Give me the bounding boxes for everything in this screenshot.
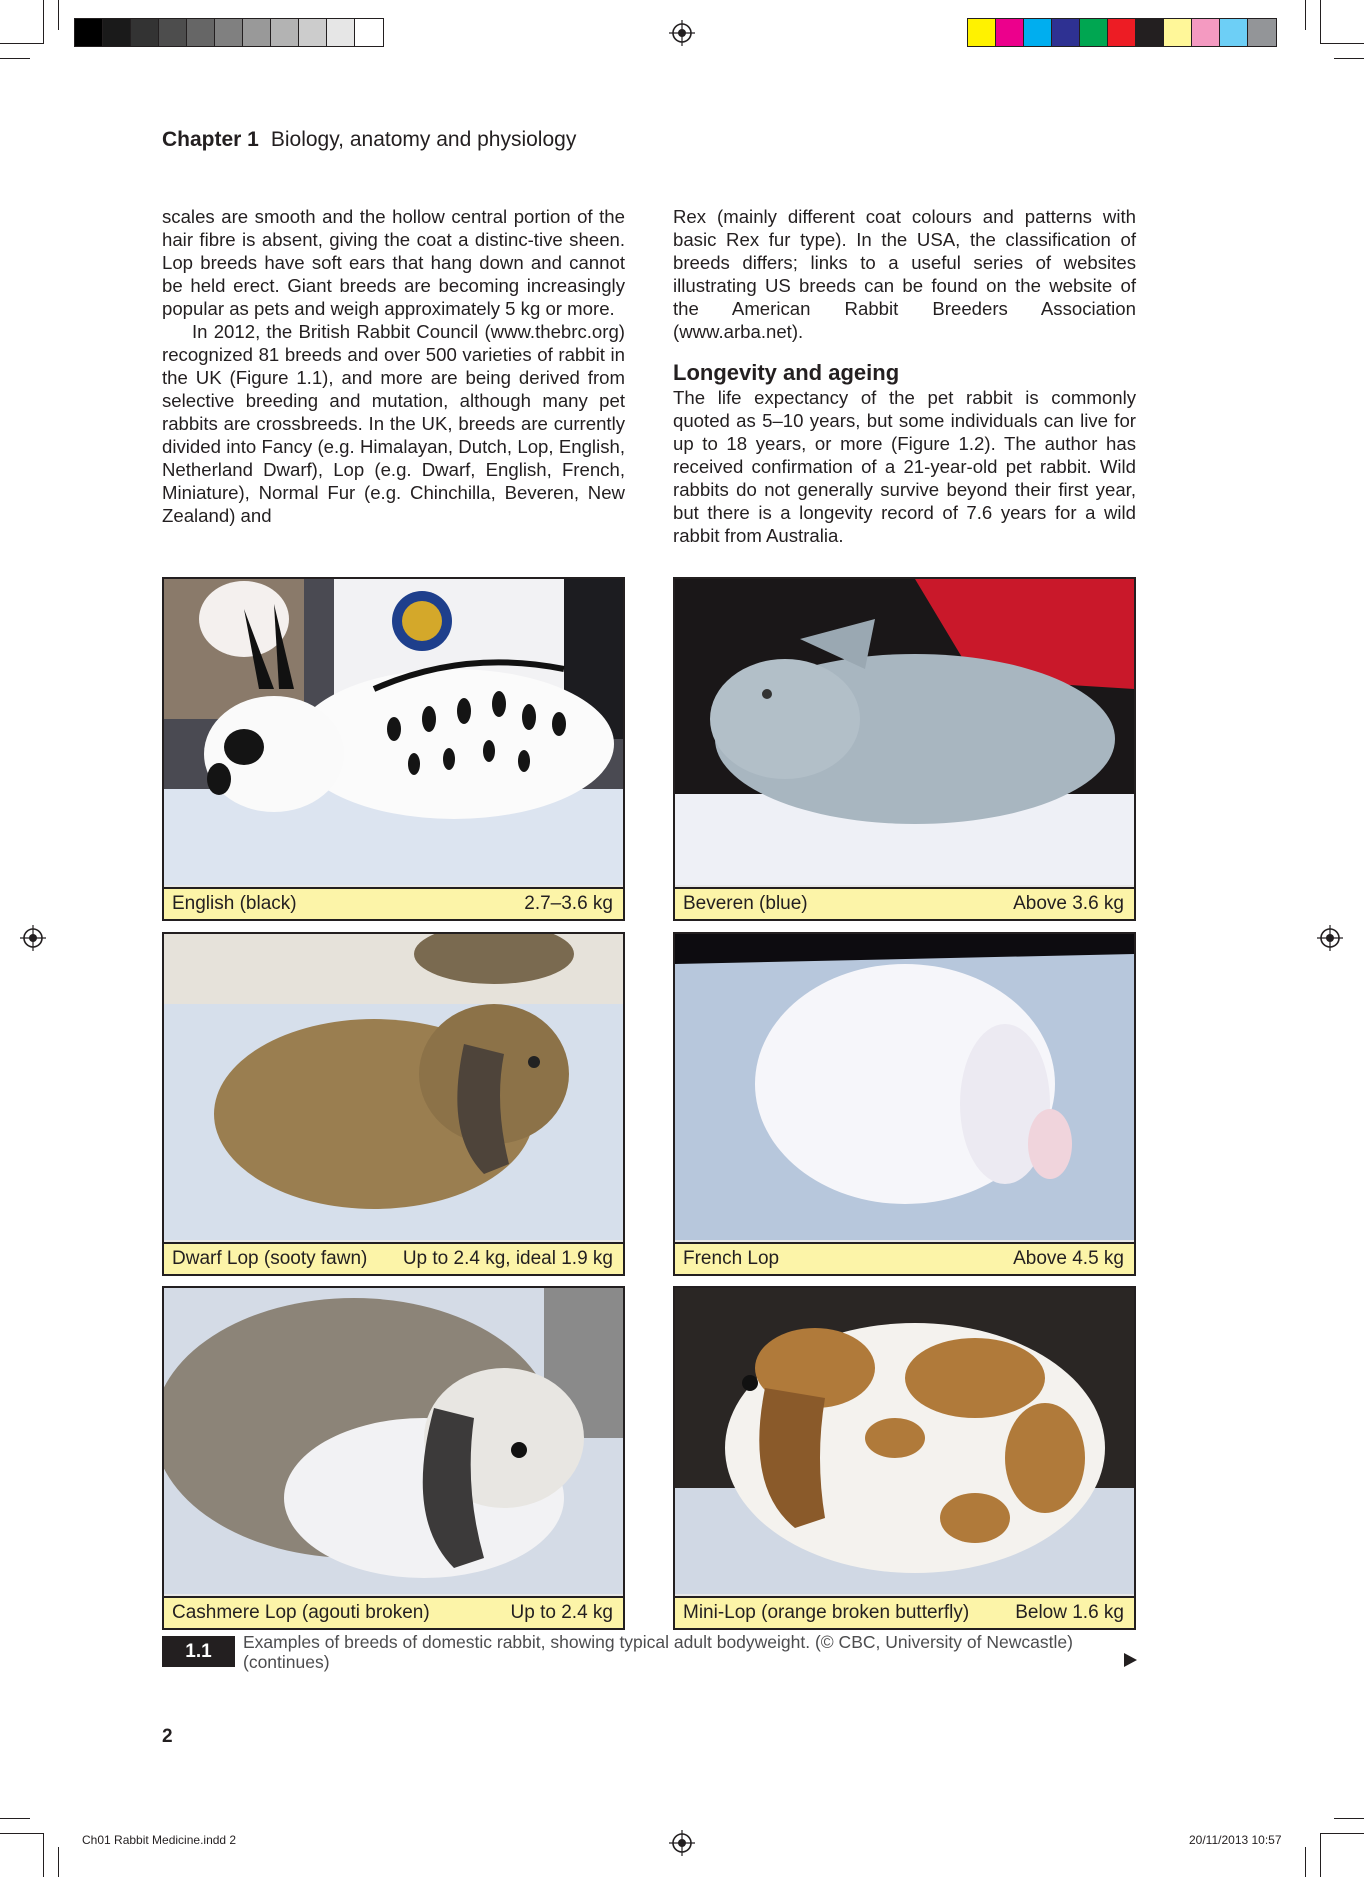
breed-name: French Lop (683, 1248, 780, 1269)
section-heading: Longevity and ageing (673, 360, 900, 385)
gray-swatch (159, 19, 187, 46)
colour-swatch (968, 19, 996, 46)
tile-caption (675, 887, 1134, 919)
body-paragraph: scales are smooth and the hollow central portion of the hair fibre is absent, giving the coat a distinc-tive sheen. Lop breeds have soft ears that hang down and cannot be held erect. Giant breeds are becoming increasingly popular as pets and weigh approximately 5 kg or more. (162, 206, 625, 319)
colour-swatch (1080, 19, 1108, 46)
gray-swatch (103, 19, 131, 46)
grayscale-colour-bar (74, 18, 384, 47)
left-column (162, 205, 625, 527)
breed-weight: Below 1.6 kg (1015, 1602, 1124, 1623)
colour-swatch (1024, 19, 1052, 46)
colour-swatch (1164, 19, 1192, 46)
body-paragraph: The life expectancy of the pet rabbit is commonly quoted as 5–10 years, but some individuals can live for up to 18 years, or more (Figure 1.2). The author has received confirmation of a 21-year-old pet rabbit. Wild rabbits do not generally survive beyond their first year, but there is a longevity record of 7.6 years for a wild rabbit from Australia. (673, 387, 1136, 546)
slug-filename: Ch01 Rabbit Medicine.indd 2 (82, 1833, 237, 1847)
figure-tile-english (162, 577, 625, 921)
tile-caption (164, 887, 623, 919)
colour-swatch (1248, 19, 1276, 46)
rabbit-photo (164, 934, 623, 1240)
figure-tile-dwarf-lop (162, 932, 625, 1276)
figure-tile-french-lop (673, 932, 1136, 1276)
body-paragraph: In 2012, the British Rabbit Council (www.thebrc.org) recognized 81 breeds and over 500 varieties of rabbit in the UK (Figure 1.1), and more are being derived from selective breeding and mutation, although many pet rabbits are crossbreeds. In the UK, breeds are currently divided into Fancy (e.g. Himalayan, Dutch, Lop, English, Netherland Dwarf), Lop (e.g. Dwarf, English, French, Miniature), Normal Fur (e.g. Chinchilla, Beveren, New Zealand) and (162, 321, 625, 526)
gray-swatch (215, 19, 243, 46)
tile-caption (675, 1596, 1134, 1628)
breed-name: Dwarf Lop (sooty fawn) (172, 1248, 368, 1269)
breed-weight: Above 3.6 kg (1013, 893, 1124, 914)
colour-swatch (1052, 19, 1080, 46)
continues-label: (continues) (243, 1652, 330, 1672)
rabbit-photo (164, 1288, 623, 1594)
breed-weight: Up to 2.4 kg (510, 1602, 613, 1623)
gray-swatch (131, 19, 159, 46)
registration-mark-icon (20, 925, 46, 951)
colour-swatch (1136, 19, 1164, 46)
breed-name: Cashmere Lop (agouti broken) (172, 1602, 430, 1623)
slug-date: 20/11/2013 10:57 (1189, 1833, 1282, 1847)
tile-caption (675, 1242, 1134, 1274)
breed-name: Mini-Lop (orange broken butterfly) (683, 1602, 970, 1623)
breed-name: Beveren (blue) (683, 893, 808, 914)
gray-swatch (271, 19, 299, 46)
running-head (162, 128, 576, 152)
body-paragraph: Rex (mainly different coat colours and patterns with basic Rex fur type). In the USA, the classification of breeds differs; links to a useful series of websites illustrating US breeds can be found on the website of the American Rabbit Breeders Association (www.arba.net). (673, 206, 1136, 342)
chapter-title: Biology, anatomy and physiology (270, 128, 577, 151)
colour-swatch (1192, 19, 1220, 46)
tile-caption (164, 1242, 623, 1274)
gray-swatch (327, 19, 355, 46)
continue-arrow-icon (1124, 1653, 1137, 1667)
breed-weight: Up to 2.4 kg, ideal 1.9 kg (402, 1248, 613, 1269)
registration-mark-icon (1317, 925, 1343, 951)
figure-tile-mini-lop (673, 1286, 1136, 1630)
tile-caption (164, 1596, 623, 1628)
rabbit-photo (675, 934, 1134, 1240)
figure-number: 1.1 (162, 1636, 235, 1667)
colour-swatch (996, 19, 1024, 46)
colour-swatch (1108, 19, 1136, 46)
page-number: 2 (162, 1726, 173, 1747)
colour-swatch (1220, 19, 1248, 46)
registration-mark-icon (669, 20, 695, 46)
figure-tile-beveren (673, 577, 1136, 921)
process-colour-bar (967, 18, 1277, 47)
gray-swatch (299, 19, 327, 46)
rabbit-photo (675, 1288, 1134, 1594)
breed-weight: 2.7–3.6 kg (524, 893, 613, 914)
figure-caption (243, 1632, 1133, 1672)
rabbit-photo (164, 579, 623, 885)
right-column (673, 205, 1136, 547)
registration-mark-icon (669, 1830, 695, 1856)
gray-swatch (75, 19, 103, 46)
gray-swatch (243, 19, 271, 46)
chapter-number: Chapter 1 (162, 128, 259, 151)
gray-swatch (187, 19, 215, 46)
figure-caption-text: Examples of breeds of domestic rabbit, showing typical adult bodyweight. (© CBC, University of Newcastle) (243, 1632, 1073, 1652)
breed-name: English (black) (172, 893, 297, 914)
rabbit-photo (675, 579, 1134, 885)
gray-swatch (355, 19, 383, 46)
breed-weight: Above 4.5 kg (1013, 1248, 1124, 1269)
figure-tile-cashmere-lop (162, 1286, 625, 1630)
